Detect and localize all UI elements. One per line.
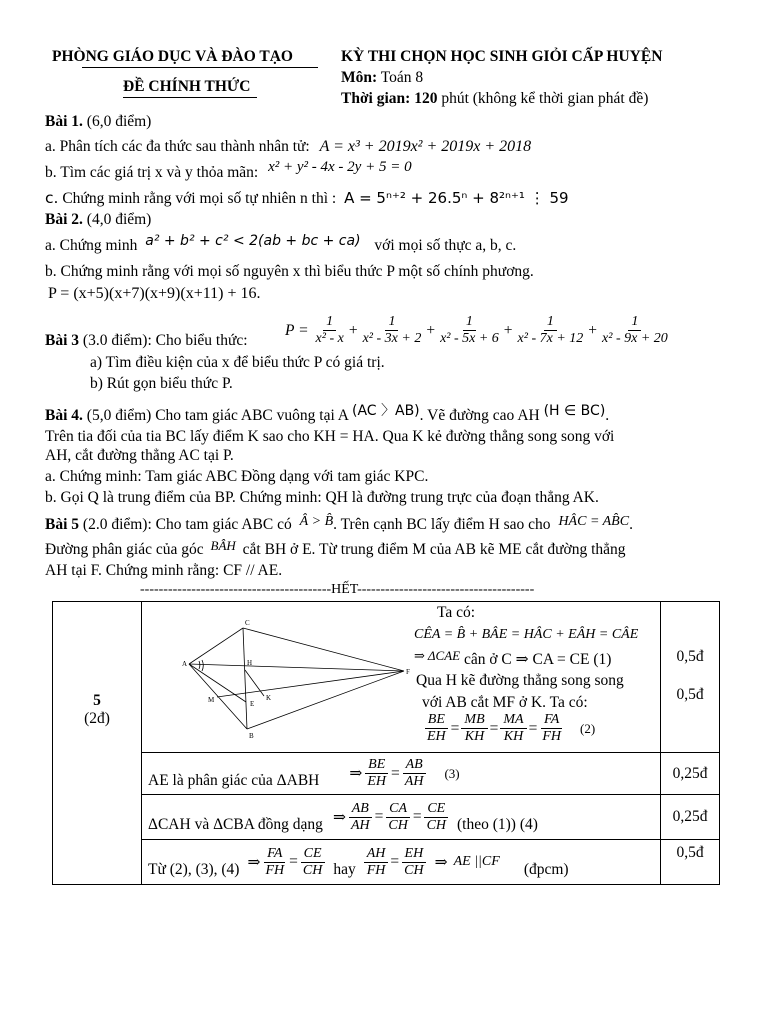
bai3-frac-2: $\frac{1}{\text{x² - 3x + 2}}$	[362, 314, 422, 346]
bai4-b: b. Gọi Q là trung điểm của BP. Chứng minh: QH là đường trung trực của đoạn thẳng AK.	[45, 489, 599, 506]
bai3-frac-3: $\frac{1}{\text{x² - 5x + 6}}$	[440, 314, 499, 346]
bai4-line2: Trên tia đối của tia BC lấy điểm K sao cho KH = HA. Qua K kẻ đường thẳng song song với	[45, 428, 615, 445]
exam-title: KỲ THI CHỌN HỌC SINH GIỎI CẤP HUYỆN	[341, 48, 663, 65]
bai-cell: 5 (2đ)	[53, 602, 142, 885]
department-title: PHÒNG GIÁO DỤC VÀ ĐÀO TẠO	[52, 48, 293, 65]
bai5-line2: Đường phân giác của góc $^{BÂH}$ cắt BH ở E. Từ trung điểm M của AB kẽ ME cắt đường thẳng	[45, 538, 626, 558]
official-underline	[123, 97, 257, 98]
subject-line: Môn: Toán 8	[341, 69, 424, 86]
score-cell-3: 0,25đ	[661, 795, 720, 840]
header-underline	[82, 67, 318, 68]
figure-label-k: K	[266, 694, 272, 702]
figure-label-b: B	[249, 732, 254, 740]
figure-label-m: M	[208, 696, 215, 704]
bai3-b: b) Rút gọn biểu thức P.	[90, 375, 233, 392]
bai2-b: b. Chứng minh rằng với mọi số nguyên x thì biểu thức P một số chính phương.	[45, 263, 534, 280]
figure-label-a: A	[182, 660, 188, 668]
bai3-frac-4: $\frac{1}{\text{x² - 7x + 12}}$	[517, 314, 584, 346]
bai4-a: a. Chứng minh: Tam giác ABC Đồng dạng với tam giác KPC.	[45, 468, 429, 485]
sol-ratio-chain: $\frac{BE}{EH}$ = $\frac{MB}{KH}$ = $\frac{MA}{KH}$ = $\frac{FA}{FH}$ (2)	[422, 712, 595, 745]
bai2-heading: Bài 2. (4,0 điểm)	[45, 211, 152, 228]
solution-row-4: Từ (2), (3), (4) ⇒ $\frac{FA}{FH}$ = $\frac{CE}{CH}$ hay $\frac{AH}{FH}$ = $\frac{EH}{CH}$ ⇒ AE ||CF (đpcm)	[142, 840, 661, 885]
bai3-frac-5: $\frac{1}{\text{x² - 9x + 20}}$	[602, 314, 668, 346]
figure-label-h: H	[247, 659, 253, 667]
sol-line4: với AB cắt MF ở K. Ta có:	[422, 694, 588, 711]
bai5-line3: AH tại F. Chứng minh rằng: CF // AE.	[45, 562, 283, 579]
solution-row-1	[142, 602, 661, 753]
time-line: Thời gian: 120 phút (không kể thời gian phát đề)	[341, 90, 649, 107]
figure-label-f: F	[406, 668, 410, 676]
bai1-c: c. Chứng minh rằng với mọi số tự nhiên n thì : A = 5ⁿ⁺² + 26.5ⁿ + 8²ⁿ⁺¹ ⋮ 59	[45, 189, 569, 207]
sol-isosceles: $^{\Rightarrow \Delta CAE}$ cân ở C ⇒ CA = CE (1)	[414, 648, 612, 668]
score-cell-1: 0,5đ 0,5đ	[661, 602, 720, 753]
bai3-a: a) Tìm điều kiện của x để biểu thức P có giá trị.	[90, 354, 385, 371]
figure-label-c: C	[245, 619, 250, 627]
triangle-figure	[172, 614, 412, 744]
bai4-line1: Bài 4. (5,0 điểm) Cho tam giác ABC vuông tại A (AC 〉AB). Vẽ đường cao AH (H ∈ BC).	[45, 403, 610, 424]
sol-angle-eq: CÊA = B̂ + BÂE = HÂC + EÂH = CÂE	[414, 627, 639, 642]
figure-label-e: E	[250, 700, 255, 708]
bai2-b-expr: P = (x+5)(x+7)(x+9)(x+11) + 16.	[48, 285, 261, 302]
bai4-line3: AH, cắt đường thẳng AC tại P.	[45, 447, 234, 464]
bai1-b: b. Tìm các giá trị x và y thỏa mãn: x² + y² - 4x - 2y + 5 = 0	[45, 159, 412, 181]
bai1-heading: Bài 1. (6,0 điểm)	[45, 113, 152, 130]
bai2-a: a. Chứng minh a² + b² + c² < 2(ab + bc + ca) với mọi số thực a, b, c.	[45, 233, 517, 254]
solution-table	[52, 601, 720, 885]
score-cell-4: 0,5đ	[661, 840, 720, 885]
official-label: ĐỀ CHÍNH THỨC	[123, 78, 251, 95]
end-marker: -----------------------------------------HẾT--------------------------------------	[140, 582, 535, 597]
solution-row-3: ΔCAH và ΔCBA đồng dạng ⇒ $\frac{AB}{AH}$ = $\frac{CA}{CH}$ = $\frac{CE}{CH}$ (theo (1)) (4)	[142, 795, 661, 840]
bai5-line1: Bài 5 (2.0 điểm): Cho tam giác ABC có Â > B̂. Trên cạnh BC lấy điểm H sao cho HÂC = AB̂C.	[45, 514, 633, 533]
sol-line3: Qua H kẽ đường thẳng song song	[416, 672, 624, 689]
solution-row-2: AE là phân giác của ΔABH ⇒ $\frac{BE}{EH}$ = $\frac{AB}{AH}$ (3)	[142, 753, 661, 795]
bai1-a: a. Phân tích các đa thức sau thành nhân tử: A = x³ + 2019x² + 2019x + 2018	[45, 138, 532, 155]
bai3-frac-1: $\frac{1}{\text{x² - x}}$	[315, 314, 344, 346]
bai3-expression: P = $\frac{1}{\text{x² - x}}$ + $\frac{1}{\text{x² - 3x + 2}}$ + $\frac{1}{\text{x² - 5x + 6}}$ + $\frac{1}{\text{x² - 7x + 12}}$ + $\frac{1}{\text{x² - 9x + 20}}$	[285, 314, 673, 347]
bai3-heading: Bài 3 (3.0 điểm): Cho biểu thức:	[45, 332, 248, 349]
sol-ta-co: Ta có:	[437, 604, 476, 621]
score-cell-2: 0,25đ	[661, 753, 720, 795]
